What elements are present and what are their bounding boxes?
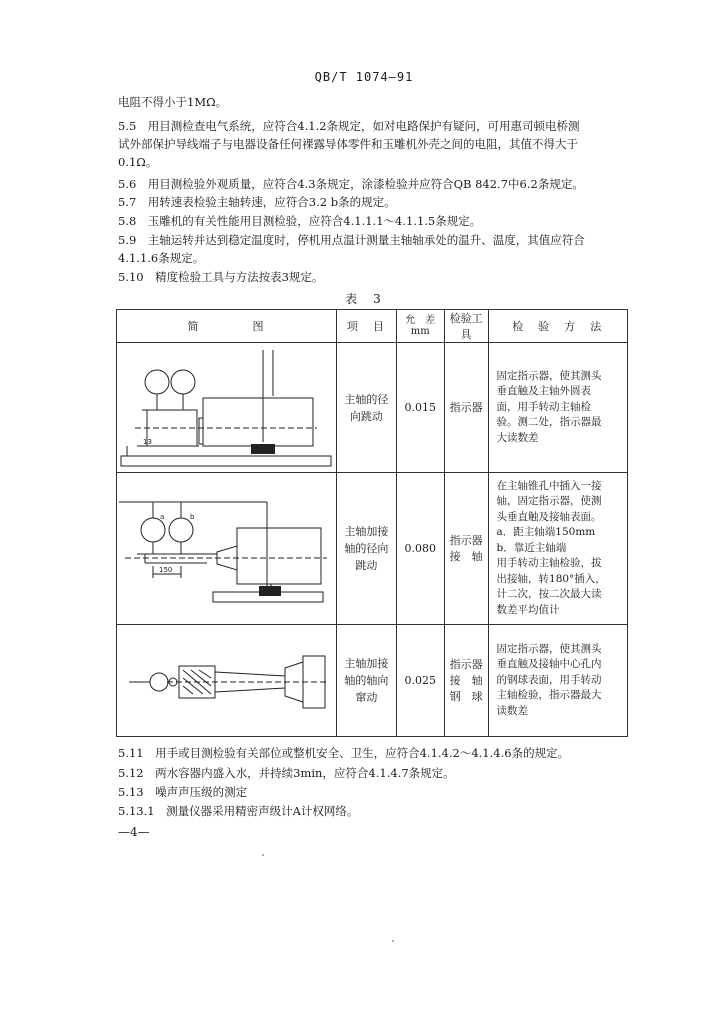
dimension-label-150: 150 (159, 565, 173, 574)
item-line: 主轴加接 (344, 657, 389, 670)
method-line: b．靠近主轴端 (496, 541, 567, 554)
item-cell (336, 343, 396, 473)
table-caption: 表 3 (345, 292, 383, 306)
paragraph-line: 5.7 用转速表检验主轴转速，应符合3.2 b条的规定。 (118, 195, 396, 209)
method-line: 面，用手转动主轴检 (496, 400, 592, 413)
scan-speck (392, 940, 394, 942)
header-diagram: 简 图 (117, 310, 337, 343)
tool-cell (444, 625, 488, 737)
page-number: —4— (118, 825, 150, 839)
method-cell (488, 625, 627, 737)
method-line: 垂直触及接轴中心孔内 (496, 658, 602, 671)
method-line: 出接轴，转180°插入， (496, 572, 606, 585)
paragraph-line: 5.9 主轴运转并达到稳定温度时，停机用点温计测量主轴轴承处的温升、温度，其值应符合 (118, 233, 585, 247)
header-tolerance-label: 允 差 (405, 315, 436, 326)
base-block (259, 586, 281, 596)
method-line: 用手转动主轴检验，拔 (496, 557, 602, 570)
method-line: 主轴检验，指示器最大 (496, 689, 602, 702)
tool-line: 接 轴 (449, 549, 483, 563)
header-item: 项 目 (336, 310, 396, 343)
item-line: 向跳动 (349, 409, 383, 423)
inspection-table (116, 309, 628, 737)
paragraph-line: 电阻不得小于1MΩ。 (118, 95, 228, 109)
tool-line: 指示器 (449, 533, 483, 547)
paragraph-line: 4.1.1.6条规定。 (118, 251, 205, 265)
item-line: 轴的轴向 (344, 674, 389, 687)
extension-runout-diagram-svg (117, 474, 335, 624)
item-line: 主轴加接 (344, 525, 389, 538)
probe-label-a: a (160, 512, 165, 521)
item-line: 跳动 (355, 559, 378, 572)
tool-cell (444, 343, 488, 473)
radial-runout-diagram-svg (117, 344, 335, 472)
table-row (117, 625, 628, 737)
paragraph-line: 试外部保护导线端子与电器设备任何裸露导体零件和玉雕机外壳之间的电阻，其值不得大于 (118, 137, 578, 151)
paragraph-line: 5.13 噪声声压级的测定 (118, 785, 248, 799)
tool-line: 钢 球 (449, 689, 483, 703)
method-cell (488, 473, 627, 625)
paragraph-line: 5.12 两水容器内盛入水，并持续3min，应符合4.1.4.7条规定。 (118, 766, 455, 780)
probe-label-b: b (190, 512, 195, 521)
header-tolerance (396, 310, 444, 343)
paragraph-line: 5.13.1 测量仪器采用精密声级计A计权网络。 (118, 804, 359, 818)
item-cell (336, 625, 396, 737)
tolerance-value: 0.015 (396, 343, 444, 473)
table-row (117, 343, 628, 473)
method-line: 头垂直触及接轴表面。 (496, 510, 602, 523)
method-line: 的钢球表面，用手转动 (496, 673, 602, 686)
method-cell (488, 343, 627, 473)
paragraph-line: 5.10 精度检验工具与方法按表3规定。 (118, 270, 324, 284)
document-code-header: QB/T 1074—91 (314, 70, 414, 84)
tool-line: 指示器 (449, 400, 483, 414)
method-line: 垂直触及主轴外圆表 (496, 385, 592, 398)
header-tool: 检验工具 (444, 310, 488, 343)
axial-play-diagram-svg (117, 626, 335, 736)
method-line: 在主轴锥孔中插入一接 (496, 479, 602, 492)
tool-line: 指示器 (449, 657, 483, 671)
method-line: 验。测二处，指示器最 (496, 416, 602, 429)
diagram-radial-runout (117, 343, 337, 473)
item-line: 主轴的径 (344, 392, 389, 406)
header-method: 检 验 方 法 (488, 310, 627, 343)
paragraph-line: 5.11 用手或目测检验有关部位或整机安全、卫生，应符合4.1.4.2～4.1.4.6条的规定。 (118, 746, 570, 760)
base-block (251, 444, 275, 454)
tool-line: 接 轴 (449, 673, 483, 687)
method-line: 固定指示器，使其测头 (496, 369, 602, 382)
method-line: a．距主轴端150mm (496, 526, 596, 539)
tool-cell (444, 473, 488, 625)
diagram-extension-radial-runout (117, 473, 337, 625)
dimension-label-13: 13 (143, 437, 152, 446)
diagram-axial-play (117, 625, 337, 737)
method-line: 固定指示器，使其测头 (496, 642, 602, 655)
paragraph-line: 5.8 玉雕机的有关性能用目测检验，应符合4.1.1.1～4.1.1.5条规定。 (118, 214, 482, 228)
table-row (117, 473, 628, 625)
item-line: 窜动 (355, 691, 378, 704)
paragraph-line: 5.6 用目测检验外观质量，应符合4.3条规定，涂漆检验并应符合QB 842.7中6.2条规定。 (118, 177, 584, 191)
method-line: 轴，固定指示器，使测 (496, 495, 602, 508)
item-cell (336, 473, 396, 625)
paragraph-line: 5.5 用目测检查电气系统，应符合4.1.2条规定，如对电路保护有疑问，可用惠司顿电桥测 (118, 119, 580, 133)
table-header-row (117, 310, 628, 343)
header-tolerance-unit: mm (410, 326, 430, 337)
tolerance-value: 0.080 (396, 473, 444, 625)
method-line: 读数差 (496, 704, 529, 717)
method-line: 计二次，按二次最大读 (496, 588, 602, 601)
tolerance-value: 0.025 (396, 625, 444, 737)
paragraph-line: 0.1Ω。 (118, 155, 158, 169)
scan-speck (262, 854, 264, 856)
method-line: 大读数差 (496, 431, 539, 444)
method-line: 数差平均值计 (496, 603, 560, 616)
item-line: 轴的径向 (344, 542, 389, 555)
